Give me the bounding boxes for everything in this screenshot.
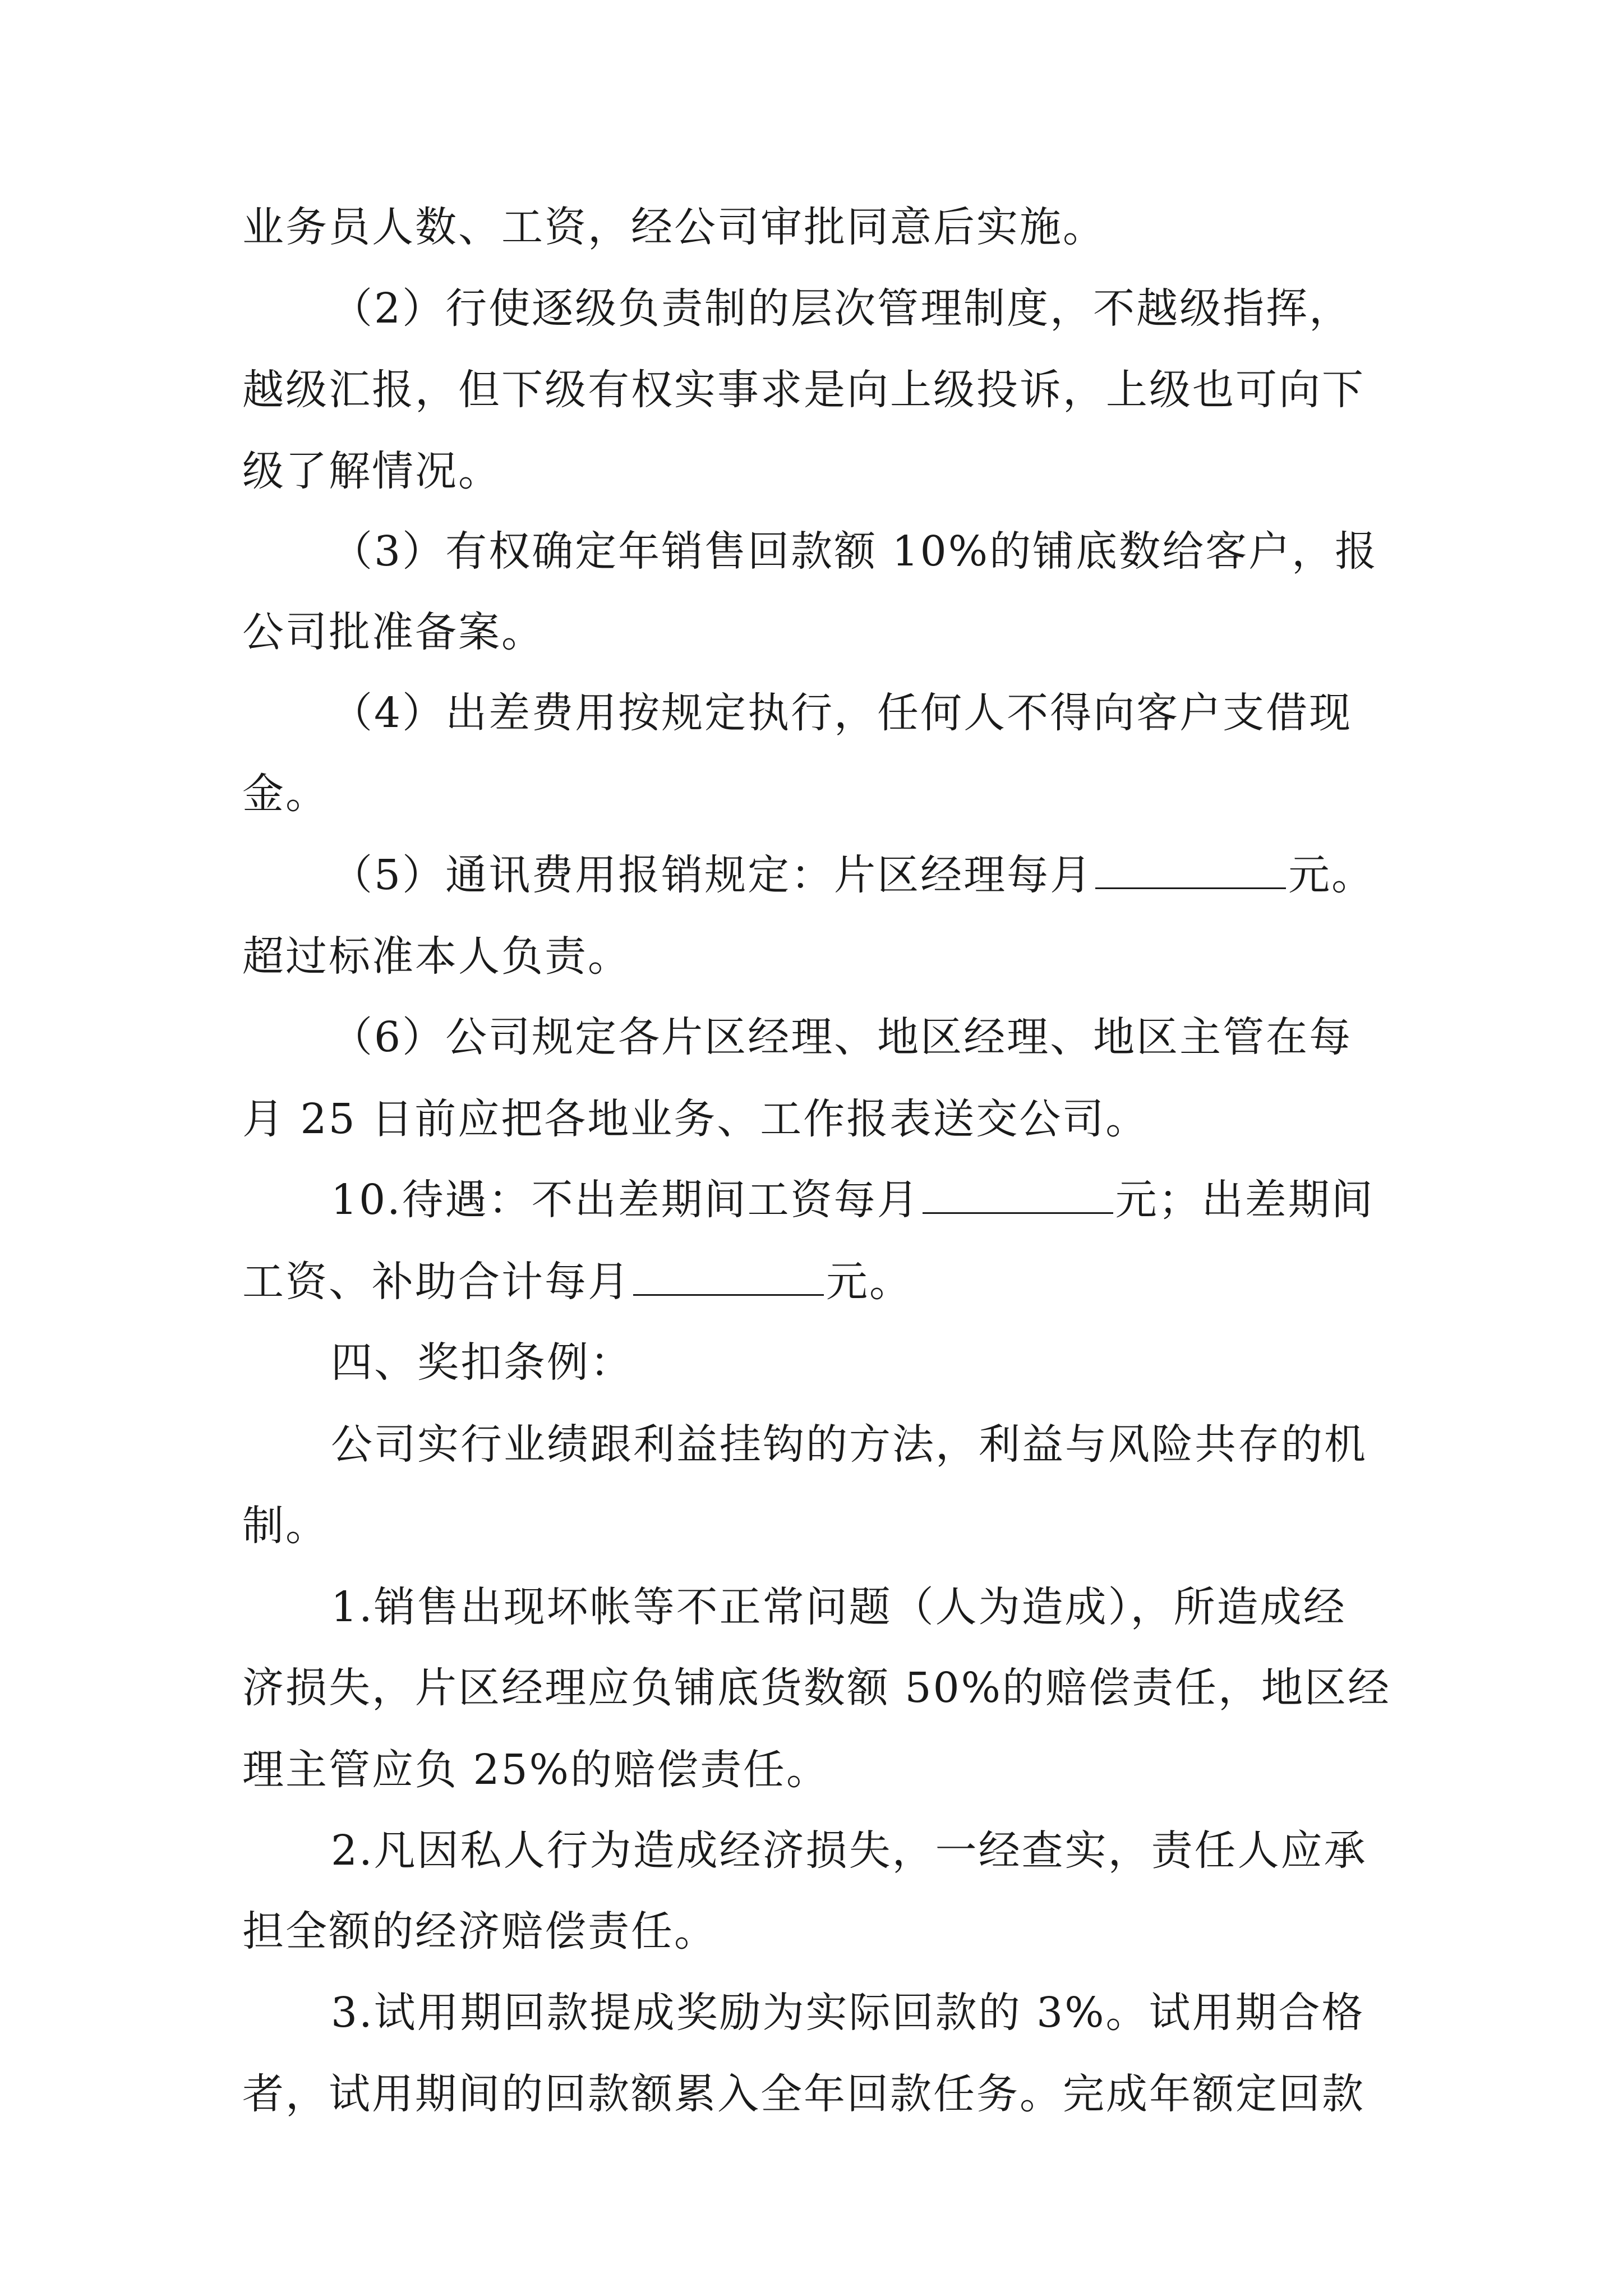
text-segment: 四、奖扣条例： xyxy=(331,1338,633,1387)
text-line xyxy=(242,1663,1391,1713)
text-segment: 工资、补助合计每月 xyxy=(242,1258,631,1306)
text-line xyxy=(331,1337,633,1388)
text-segment: 越级汇报，但下级有权实事求是向上级投诉，上级也可向下 xyxy=(242,366,1365,414)
text-line xyxy=(242,769,329,819)
text-segment: 者，试用期间的回款额累入全年回款任务。完成年额定回款 xyxy=(242,2070,1365,2118)
text-line xyxy=(331,1419,1367,1470)
text-segment: 制。 xyxy=(242,1502,329,1550)
text-line xyxy=(242,365,1365,415)
text-segment: 10.待遇：不出差期间工资每月 xyxy=(331,1176,920,1224)
text-segment: （6）公司规定各片区经理、地区经理、地区主管在每 xyxy=(331,1013,1353,1061)
text-segment: 月 25 日前应把各地业务、工作报表送交公司。 xyxy=(242,1095,1149,1143)
text-line xyxy=(331,688,1352,738)
fill-in-blank xyxy=(633,1259,824,1296)
text-line xyxy=(242,446,501,496)
text-line xyxy=(242,1501,329,1551)
text-segment: （5）通讯费用报销规定：片区经理每月 xyxy=(331,851,1094,899)
text-segment: 元。 xyxy=(826,1258,912,1306)
text-line xyxy=(242,1745,829,1795)
text-line xyxy=(331,850,1375,900)
text-line xyxy=(242,607,545,657)
text-segment: 元；出差期间 xyxy=(1115,1176,1375,1224)
text-line xyxy=(331,1175,1375,1225)
text-segment: 公司实行业绩跟利益挂钩的方法，利益与风险共存的机 xyxy=(331,1420,1367,1469)
text-segment: 2.凡因私人行为造成经济损失，一经查实，责任人应承 xyxy=(331,1826,1367,1875)
text-line xyxy=(242,931,631,982)
text-segment: 公司批准备案。 xyxy=(242,608,545,656)
text-segment: 3.试用期回款提成奖励为实际回款的 3%。试用期合格 xyxy=(331,1989,1365,2037)
text-line xyxy=(242,202,1106,252)
text-line xyxy=(331,526,1378,577)
fill-in-blank xyxy=(923,1177,1113,1214)
text-segment: 济损失，片区经理应负铺底货数额 50%的赔偿责任，地区经 xyxy=(242,1664,1391,1712)
text-segment: 超过标准本人负责。 xyxy=(242,932,631,981)
fill-in-blank xyxy=(1095,853,1286,889)
text-line xyxy=(242,2069,1365,2119)
text-segment: 级了解情况。 xyxy=(242,447,501,495)
text-line xyxy=(331,1582,1347,1632)
text-segment: 1.销售出现坏帐等不正常问题（人为造成），所造成经 xyxy=(331,1583,1347,1631)
text-line xyxy=(331,1987,1365,2038)
text-line xyxy=(331,283,1352,334)
text-line xyxy=(242,1257,912,1307)
text-segment: 业务员人数、工资，经公司审批同意后实施。 xyxy=(242,203,1106,251)
text-segment: （4）出差费用按规定执行，任何人不得向客户支借现 xyxy=(331,689,1353,737)
text-segment: 担全额的经济赔偿责任。 xyxy=(242,1907,717,1955)
text-line xyxy=(242,1094,1149,1144)
text-line xyxy=(331,1012,1352,1062)
text-segment: （3）有权确定年销售回款额 10%的铺底数给客户，报 xyxy=(331,527,1378,576)
text-segment: 元。 xyxy=(1288,851,1375,899)
text-line xyxy=(331,1825,1367,1876)
text-segment: 金。 xyxy=(242,770,329,818)
text-line xyxy=(242,1906,717,1957)
text-segment: 理主管应负 25%的赔偿责任。 xyxy=(242,1746,829,1794)
text-segment: （2）行使逐级负责制的层次管理制度，不越级指挥， xyxy=(331,284,1353,333)
